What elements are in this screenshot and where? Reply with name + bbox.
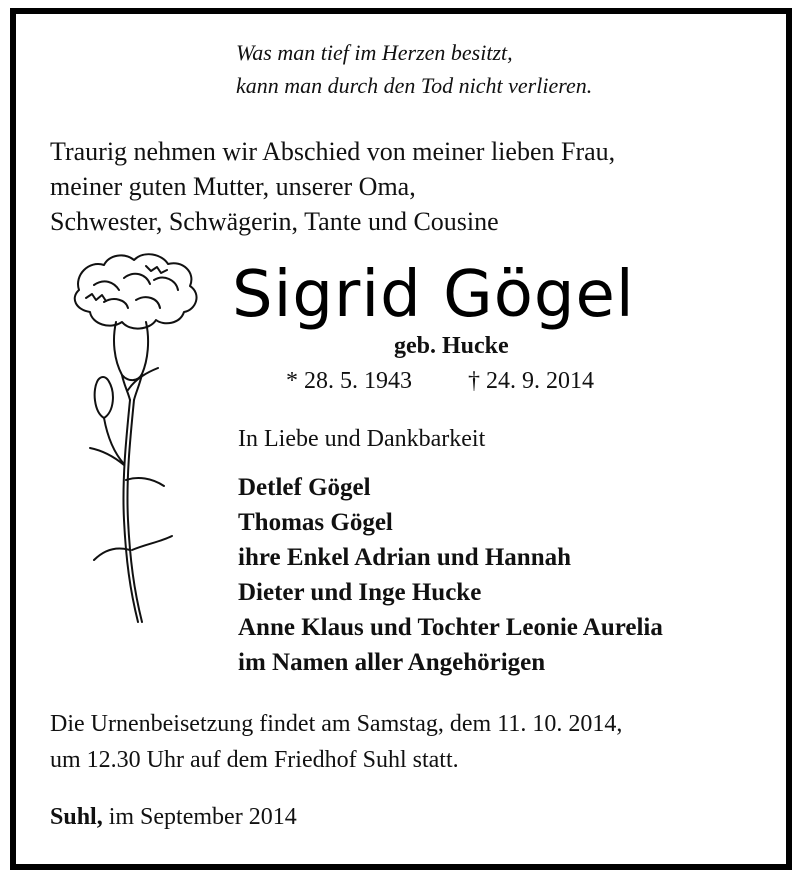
intro-line: Schwester, Schwägerin, Tante und Cousine — [50, 207, 499, 236]
life-dates — [286, 368, 594, 395]
funeral-line: Die Urnenbeisetzung findet am Samstag, dem 11. 10. 2014, — [50, 711, 623, 737]
signature-date: im September 2014 — [108, 804, 297, 830]
intro-line: Traurig nehmen wir Abschied von meiner lieben Frau, — [50, 137, 616, 166]
maiden-name: geb. Hucke — [394, 333, 509, 359]
mourner-item: Detlef Gögel — [238, 474, 371, 501]
mourners-intro: In Liebe und Dankbarkeit — [238, 426, 486, 452]
mourner-item: im Namen aller Angehörigen — [238, 649, 546, 676]
mourner-item: Anne Klaus und Tochter Leonie Aurelia — [238, 614, 663, 641]
birth-date: * 28. 5. 1943 — [286, 368, 412, 394]
signature — [50, 804, 297, 831]
intro-text — [50, 134, 615, 239]
mourner-item: Thomas Gögel — [238, 509, 393, 536]
motto — [236, 36, 592, 102]
mourners-list — [238, 470, 663, 680]
death-date: † 24. 9. 2014 — [468, 368, 594, 394]
mourner-item: Dieter und Inge Hucke — [238, 579, 482, 606]
funeral-line: um 12.30 Uhr auf dem Friedhof Suhl statt. — [50, 747, 459, 773]
intro-line: meiner guten Mutter, unserer Oma, — [50, 172, 416, 201]
motto-line: kann man durch den Tod nicht verlieren. — [236, 73, 593, 98]
deceased-name: Sigrid Gögel — [232, 258, 635, 332]
mourner-item: ihre Enkel Adrian und Hannah — [238, 544, 572, 571]
motto-line: Was man tief im Herzen besitzt, — [236, 40, 513, 65]
carnation-drawing — [64, 250, 204, 630]
funeral-notice — [50, 706, 622, 778]
signature-place: Suhl, — [50, 804, 103, 830]
